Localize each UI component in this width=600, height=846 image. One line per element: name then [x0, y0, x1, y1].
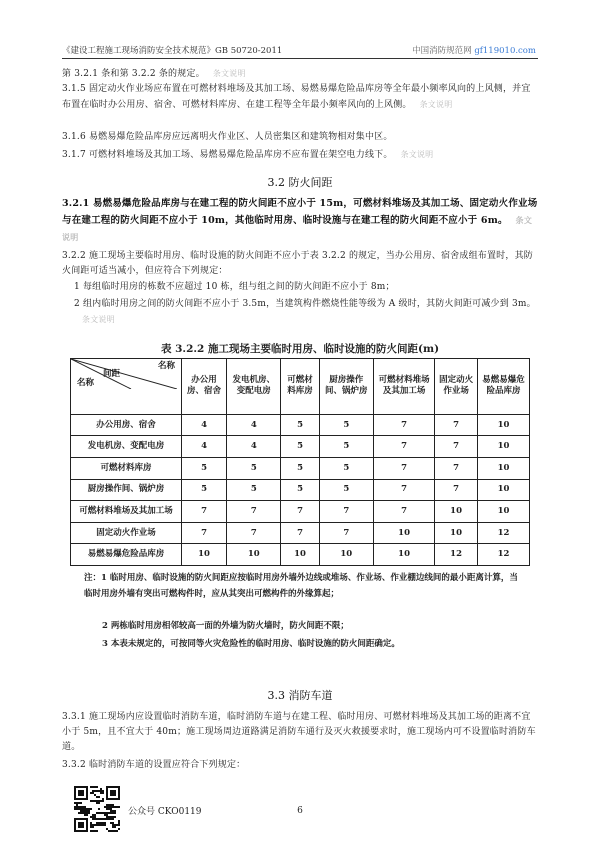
table-note-3: 3 本表未规定的，可按同等火灾危险性的临时用房、临时设施的防火间距确定。: [102, 639, 400, 649]
table-cell: 7: [227, 501, 281, 523]
table-row: [71, 479, 530, 501]
table-cell: 5: [319, 479, 373, 501]
table-cell: 10: [477, 479, 529, 501]
header-site: [412, 44, 536, 56]
header-title: 《建设工程施工现场消防安全技术规范》GB 50720-2011: [62, 46, 283, 56]
table-cell: 5: [319, 457, 373, 479]
para-3-1-5: 3.1.5 固定动火作业场应布置在可燃材料堆场及其加工场、易燃易爆危险品库房等全年最小频率风向的上风侧，并宜布置在临时办公用房、宿舍、可燃材料库房、在建工程等全年最小频率风向的上风侧。 条文说明: [62, 84, 531, 110]
fire-distance-table: [70, 358, 530, 566]
para-3-2-2: 3.2.2 施工现场主要临时用房、临时设施的防火间距不应小于表 3.2.2 的规定，当办公用房、宿舍成组布置时，其防火间距可适当减小，但应符合下列规定：: [62, 251, 533, 276]
watermark-text: 条文说明: [419, 100, 453, 109]
table-cell: 7: [435, 414, 478, 436]
table-cell: 10: [477, 414, 529, 436]
para-3-1-7: 3.1.7 可燃材料堆场及其加工场、易燃易爆危险品库房不应布置在架空电力线下。 条文说明: [62, 150, 434, 160]
row-header: 厨房操作间、锅炉房: [71, 479, 182, 501]
table-cell: 7: [373, 436, 434, 458]
row-header: 发电机房、变配电房: [71, 436, 182, 458]
row-header: 易燃易爆危险品库房: [71, 544, 182, 566]
table-row: [71, 501, 530, 523]
table-cell: 5: [227, 479, 281, 501]
row-header: 可燃材料库房: [71, 457, 182, 479]
table-cell: 5: [182, 457, 227, 479]
para-3-2-1: 3.2.1 易燃易爆危险品库房与在建工程的防火间距不应小于 15m，可燃材料堆场及其加工场、固定动火作业场与在建工程的防火间距不应小于 10m，其他临时用房、临时设施与在建工程的防火间距不应小于 6m。 条文说明: [62, 198, 538, 242]
header-site-label: 中国消防规范网: [412, 46, 472, 56]
table-cell: 12: [435, 544, 478, 566]
column-header: 固定动火作业场: [435, 359, 478, 415]
watermark-text: 条文说明: [400, 150, 434, 159]
column-header: 可燃材料堆场及其加工场: [373, 359, 434, 415]
table-cell: 4: [182, 436, 227, 458]
para-3-3-2: 3.3.2 临时消防车道的设置应符合下列规定：: [62, 760, 246, 770]
table-cell: 10: [319, 544, 373, 566]
corner-label-mid: 间距: [103, 369, 121, 379]
table-cell: 7: [373, 457, 434, 479]
table-cell: 10: [281, 544, 319, 566]
table-cell: 5: [319, 414, 373, 436]
header-rule: [62, 58, 538, 59]
qr-label: 公众号 CKO0119: [128, 807, 202, 817]
column-header: 办公用房、宿舍: [182, 359, 227, 415]
table-cell: 10: [373, 522, 434, 544]
table-cell: 7: [319, 522, 373, 544]
table-corner-cell: [71, 359, 182, 415]
table-cell: 4: [227, 414, 281, 436]
header-site-url[interactable]: gf119010.com: [474, 46, 536, 56]
table-cell: 7: [182, 501, 227, 523]
page-number: 6: [297, 806, 303, 816]
table-cell: 10: [182, 544, 227, 566]
table-cell: 12: [477, 522, 529, 544]
para-3-1-6: 3.1.6 易燃易爆危险品库房应远离明火作业区、人员密集区和建筑物相对集中区。: [62, 132, 393, 142]
table-note-2: 2 两栋临时用房相邻较高一面的外墙为防火墙时，防火间距不限；: [102, 621, 349, 631]
row-header: 办公用房、宿舍: [71, 414, 182, 436]
table-cell: 5: [281, 414, 319, 436]
para-3-2-2-item1: 1 每组临时用房的栋数不应超过 10 栋，组与组之间的防火间距不应小于 8m；: [74, 282, 395, 292]
table-row: [71, 544, 530, 566]
table-cell: 10: [477, 457, 529, 479]
table-body: [71, 414, 530, 565]
table-cell: 5: [182, 479, 227, 501]
table-row: [71, 414, 530, 436]
para-3-2-ref: 第 3.2.1 条和第 3.2.2 条的规定。 条文说明: [62, 69, 246, 79]
table-cell: 7: [435, 457, 478, 479]
table-row: [71, 436, 530, 458]
watermark-text: 条文说明: [212, 69, 246, 78]
table-cell: 7: [281, 501, 319, 523]
table-cell: 5: [281, 457, 319, 479]
table-cell: 7: [227, 522, 281, 544]
table-row: [71, 457, 530, 479]
table-cell: 10: [435, 501, 478, 523]
table-cell: 7: [435, 479, 478, 501]
para-3-3-1: 3.3.1 施工现场内应设置临时消防车道，临时消防车道与在建工程、临时用房、可燃材料堆场及其加工场的距离不宜小于 5m，且不宜大于 40m；施工现场周边道路满足消防车通行及灭火救援要求时，施工现场内可不设置临时消防车道。: [62, 712, 536, 752]
para-3-2-2-item2: 2 组内临时用房之间的防火间距不应小于 3.5m，当建筑构件燃烧性能等级为 A 级时，其防火间距可减少到 3m。条文说明: [74, 299, 536, 324]
table-cell: 7: [373, 479, 434, 501]
table-row: [71, 522, 530, 544]
table-cell: 7: [182, 522, 227, 544]
table-cell: 7: [319, 501, 373, 523]
table-cell: 5: [281, 436, 319, 458]
table-note-1: 注：1 临时用房、临时设施的防火间距应按临时用房外墙外边线或堆场、作业场、作业棚边线间的最小距离计算，当临时用房外墙有突出可燃构件时，应从其突出可燃构件的外缘算起；: [84, 573, 518, 599]
table-cell: 7: [435, 436, 478, 458]
table-cell: 10: [435, 522, 478, 544]
corner-label-bottom: 名称: [77, 378, 95, 388]
table-cell: 10: [227, 544, 281, 566]
watermark-text: 条文说明: [62, 215, 533, 242]
table-cell: 5: [319, 436, 373, 458]
table-cell: 10: [373, 544, 434, 566]
column-header: 可燃材料库房: [281, 359, 319, 415]
table-cell: 7: [373, 501, 434, 523]
column-header: 厨房操作间、锅炉房: [319, 359, 373, 415]
watermark-text: 条文说明: [82, 315, 115, 324]
row-header: 固定动火作业场: [71, 522, 182, 544]
corner-label-top: 名称: [157, 361, 175, 371]
table-cell: 5: [281, 479, 319, 501]
section-heading-3-2: 3.2 防火间距: [267, 176, 333, 189]
table-cell: 4: [227, 436, 281, 458]
column-header: 发电机房、变配电房: [227, 359, 281, 415]
table-cell: 7: [281, 522, 319, 544]
table-cell: 10: [477, 436, 529, 458]
table-cell: 5: [227, 457, 281, 479]
table-cell: 12: [477, 544, 529, 566]
section-heading-3-3: 3.3 消防车道: [267, 689, 333, 702]
table-cell: 7: [373, 414, 434, 436]
table-header-row: [71, 359, 530, 415]
table-caption: 表 3.2.2 施工现场主要临时用房、临时设施的防火间距(m): [160, 343, 440, 355]
table-cell: 10: [477, 501, 529, 523]
row-header: 可燃材料堆场及其加工场: [71, 501, 182, 523]
table-cell: 4: [182, 414, 227, 436]
column-header: 易燃易爆危险品库房: [477, 359, 529, 415]
